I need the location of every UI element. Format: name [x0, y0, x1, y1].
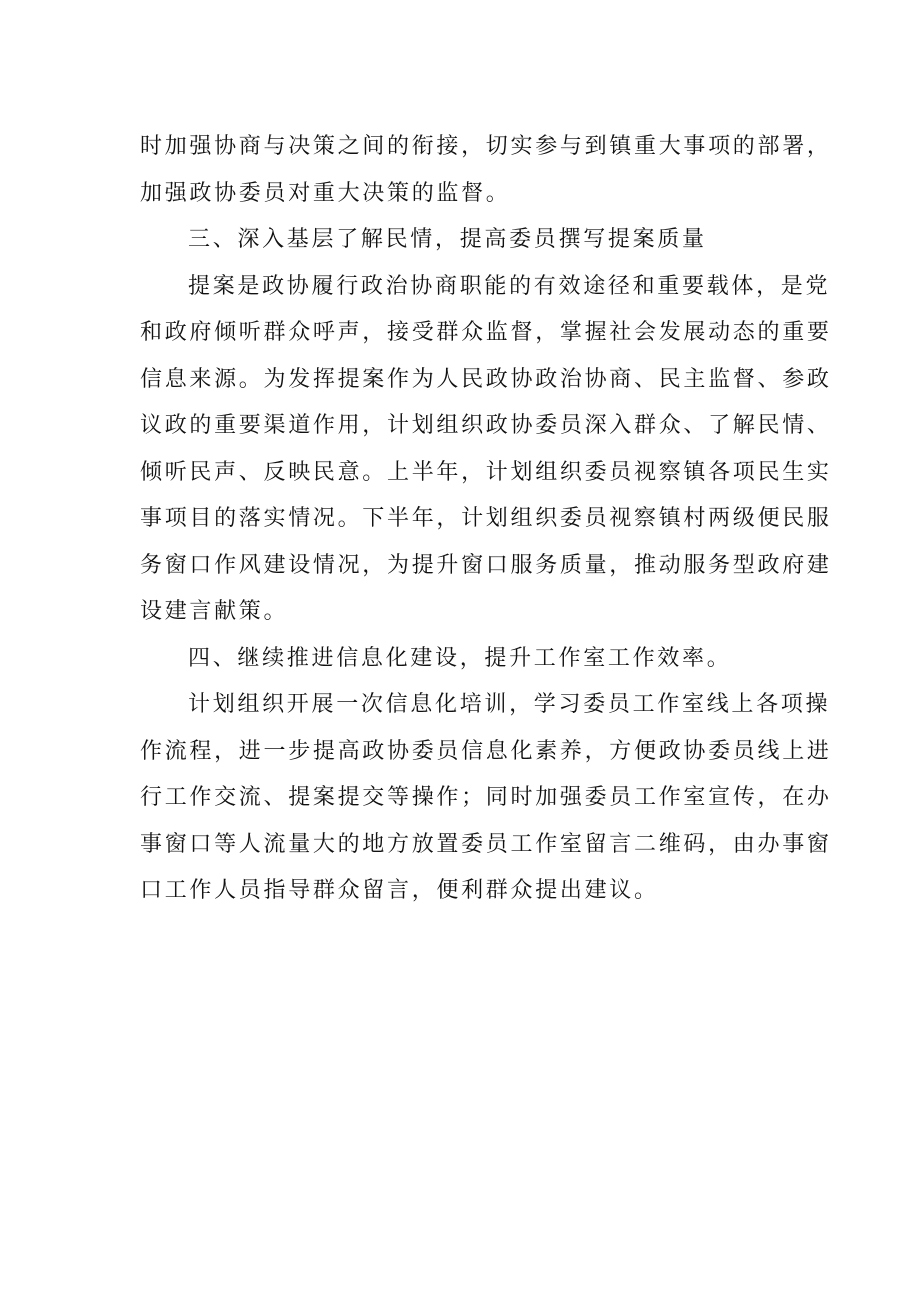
- paragraph-line: 事窗口等人流量大的地方放置委员工作室留言二维码，由办事窗: [140, 831, 832, 857]
- paragraph-line: 作流程，进一步提高政协委员信息化素养，方便政协委员线上进: [140, 738, 832, 764]
- paragraph-line: 设建言献策。: [140, 599, 289, 624]
- document-body: [140, 124, 832, 915]
- section-heading-3: 三、深入基层了解民情，提高委员撰写提案质量: [188, 227, 707, 252]
- paragraph-line: 和政府倾听群众呼声，接受群众监督，掌握社会发展动态的重要: [140, 320, 832, 345]
- section-heading-4: 四、继续推进信息化建设，提升工作室工作效率。: [188, 645, 732, 671]
- paragraph-line: 议政的重要渠道作用，计划组织政协委员深入群众、了解民情、: [140, 413, 832, 438]
- paragraph-line: 务窗口作风建设情况，为提升窗口服务质量，推动服务型政府建: [140, 552, 832, 578]
- paragraph-line: 时加强协商与决策之间的衔接，切实参与到镇重大事项的部署，: [140, 134, 832, 159]
- paragraph-line: 提案是政协履行政治协商职能的有效途径和重要载体，是党: [188, 273, 831, 299]
- paragraph-line: 计划组织开展一次信息化培训，学习委员工作室线上各项操: [188, 692, 831, 717]
- paragraph-line: 加强政协委员对重大决策的监督。: [140, 180, 511, 206]
- paragraph-line: 倾听民声、反映民意。上半年，计划组织委员视察镇各项民生实: [140, 459, 832, 485]
- paragraph-line: 口工作人员指导群众留言，便利群众提出建议。: [140, 878, 659, 903]
- paragraph-line: 事项目的落实情况。下半年，计划组织委员视察镇村两级便民服: [140, 506, 832, 531]
- paragraph-line: 信息来源。为发挥提案作为人民政协政治协商、民主监督、参政: [140, 366, 832, 392]
- paragraph-line: 行工作交流、提案提交等操作；同时加强委员工作室宣传，在办: [140, 785, 832, 810]
